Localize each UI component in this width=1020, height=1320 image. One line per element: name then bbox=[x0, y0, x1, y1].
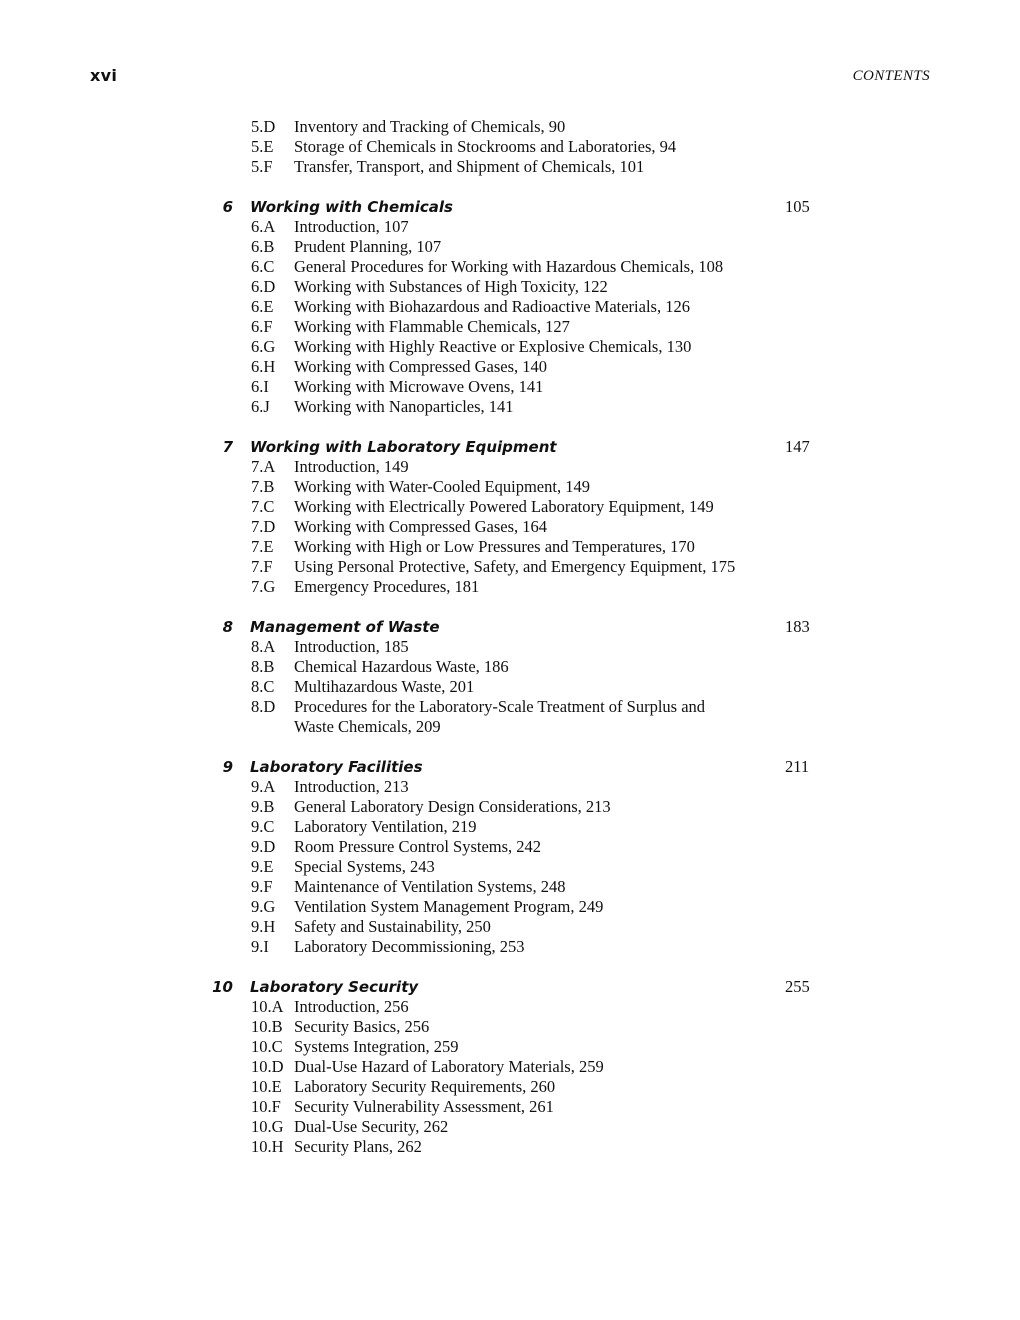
toc-section-entry bbox=[0, 117, 1020, 137]
section-number: 10.D bbox=[251, 1057, 284, 1076]
toc-section-entry bbox=[0, 157, 1020, 177]
section-number: 6.B bbox=[251, 237, 275, 256]
section-number: 10.H bbox=[251, 1137, 284, 1156]
toc-section-entry bbox=[0, 777, 1020, 797]
section-number: 8.D bbox=[251, 697, 276, 716]
chapter-title: Laboratory Security bbox=[250, 978, 419, 996]
toc-section-entry bbox=[0, 877, 1020, 897]
toc-section-entry bbox=[0, 337, 1020, 357]
section-number: 7.B bbox=[251, 477, 275, 496]
section-number: 9.G bbox=[251, 897, 276, 916]
section-number: 9.E bbox=[251, 857, 274, 876]
section-number: 6.C bbox=[251, 257, 275, 276]
toc-section-entry bbox=[0, 517, 1020, 537]
chapter-page-number: 255 bbox=[785, 977, 810, 996]
section-number: 9.B bbox=[251, 797, 275, 816]
section-title: Laboratory Ventilation, 219 bbox=[294, 817, 477, 836]
section-title: Introduction, 149 bbox=[294, 457, 409, 476]
toc-section-entry bbox=[0, 657, 1020, 677]
section-title: Inventory and Tracking of Chemicals, 90 bbox=[294, 117, 566, 136]
section-title: Storage of Chemicals in Stockrooms and Laboratories, 94 bbox=[294, 137, 677, 156]
toc-section-entry bbox=[0, 937, 1020, 957]
toc-section-entry bbox=[0, 577, 1020, 597]
toc-section-entry bbox=[0, 497, 1020, 517]
toc-section-entry bbox=[0, 1137, 1020, 1157]
section-number: 7.D bbox=[251, 517, 276, 536]
section-title: Working with Compressed Gases, 164 bbox=[294, 517, 548, 536]
toc-chapter-entry bbox=[0, 437, 1020, 457]
toc-section-entry bbox=[0, 997, 1020, 1017]
section-number: 6.E bbox=[251, 297, 274, 316]
section-title: Working with Biohazardous and Radioactive Materials, 126 bbox=[294, 297, 690, 316]
section-number: 9.A bbox=[251, 777, 276, 796]
section-number: 7.F bbox=[251, 557, 273, 576]
chapter-title: Laboratory Facilities bbox=[250, 758, 423, 776]
section-title: Dual-Use Hazard of Laboratory Materials, 259 bbox=[294, 1057, 604, 1076]
toc-section-entry bbox=[0, 457, 1020, 477]
toc-section-entry bbox=[0, 1077, 1020, 1097]
section-title: Multihazardous Waste, 201 bbox=[294, 677, 475, 696]
chapter-number: 9 bbox=[222, 758, 233, 776]
section-number: 10.B bbox=[251, 1017, 283, 1036]
toc-section-entry bbox=[0, 357, 1020, 377]
chapter-number: 10 bbox=[212, 978, 233, 996]
section-title: Working with Highly Reactive or Explosive Chemicals, 130 bbox=[294, 337, 692, 356]
section-title: Transfer, Transport, and Shipment of Chemicals, 101 bbox=[294, 157, 645, 176]
section-number: 10.G bbox=[251, 1117, 284, 1136]
toc-chapter-entry bbox=[0, 197, 1020, 217]
section-number: 6.F bbox=[251, 317, 273, 336]
section-number: 6.A bbox=[251, 217, 276, 236]
section-title: Working with Nanoparticles, 141 bbox=[294, 397, 514, 416]
toc-section-entry bbox=[0, 917, 1020, 937]
section-title: Emergency Procedures, 181 bbox=[294, 577, 480, 596]
section-number: 6.D bbox=[251, 277, 276, 296]
toc-section-entry bbox=[0, 1057, 1020, 1077]
toc-section-entry bbox=[0, 557, 1020, 577]
toc-section-entry bbox=[0, 257, 1020, 277]
section-number: 7.E bbox=[251, 537, 274, 556]
section-title: Prudent Planning, 107 bbox=[294, 237, 442, 256]
toc-section-entry bbox=[0, 1017, 1020, 1037]
section-title: Safety and Sustainability, 250 bbox=[294, 917, 491, 936]
section-number: 8.B bbox=[251, 657, 275, 676]
section-number: 5.D bbox=[251, 117, 276, 136]
chapter-page-number: 211 bbox=[785, 757, 810, 776]
section-title: Working with Compressed Gases, 140 bbox=[294, 357, 548, 376]
chapter-number: 6 bbox=[222, 198, 233, 216]
toc-section-entry bbox=[0, 797, 1020, 817]
section-number: 5.E bbox=[251, 137, 274, 156]
section-number: 10.A bbox=[251, 997, 284, 1016]
toc-section-continuation bbox=[0, 717, 1020, 737]
section-number: 9.I bbox=[251, 937, 269, 956]
section-number: 7.G bbox=[251, 577, 276, 596]
page-header bbox=[0, 66, 1020, 90]
chapter-title: Working with Chemicals bbox=[250, 198, 453, 216]
section-number: 9.C bbox=[251, 817, 275, 836]
toc-section-entry bbox=[0, 217, 1020, 237]
toc-section-entry bbox=[0, 677, 1020, 697]
section-number: 10.F bbox=[251, 1097, 281, 1116]
section-title: General Procedures for Working with Hazardous Chemicals, 108 bbox=[294, 257, 724, 276]
table-of-contents bbox=[0, 117, 1020, 1157]
chapter-title: Management of Waste bbox=[250, 618, 440, 636]
section-number: 9.D bbox=[251, 837, 276, 856]
toc-section-entry bbox=[0, 857, 1020, 877]
toc-section-entry bbox=[0, 277, 1020, 297]
section-title: Working with High or Low Pressures and Temperatures, 170 bbox=[294, 537, 695, 556]
toc-chapter-entry bbox=[0, 617, 1020, 637]
section-number: 6.H bbox=[251, 357, 276, 376]
section-number: 10.E bbox=[251, 1077, 282, 1096]
toc-section-entry bbox=[0, 377, 1020, 397]
section-title: Introduction, 213 bbox=[294, 777, 409, 796]
section-title: Working with Water-Cooled Equipment, 149 bbox=[294, 477, 590, 496]
section-number: 9.H bbox=[251, 917, 276, 936]
section-number: 6.I bbox=[251, 377, 269, 396]
toc-section-entry bbox=[0, 1097, 1020, 1117]
section-title: Special Systems, 243 bbox=[294, 857, 435, 876]
section-title: Chemical Hazardous Waste, 186 bbox=[294, 657, 509, 676]
section-number: 7.A bbox=[251, 457, 276, 476]
toc-chapter-entry bbox=[0, 977, 1020, 997]
section-title: Using Personal Protective, Safety, and Emergency Equipment, 175 bbox=[294, 557, 736, 576]
section-title: Maintenance of Ventilation Systems, 248 bbox=[294, 877, 566, 896]
section-title: Security Plans, 262 bbox=[294, 1137, 422, 1156]
toc-section-entry bbox=[0, 897, 1020, 917]
section-number: 6.J bbox=[251, 397, 270, 416]
toc-section-entry bbox=[0, 397, 1020, 417]
toc-section-entry bbox=[0, 1037, 1020, 1057]
page-number: xvi bbox=[90, 66, 118, 85]
section-title: Working with Flammable Chemicals, 127 bbox=[294, 317, 570, 336]
section-number: 8.C bbox=[251, 677, 275, 696]
chapter-page-number: 105 bbox=[785, 197, 810, 216]
toc-section-entry bbox=[0, 637, 1020, 657]
chapter-number: 7 bbox=[222, 438, 233, 456]
section-title: Procedures for the Laboratory-Scale Treatment of Surplus and bbox=[294, 697, 706, 716]
section-number: 8.A bbox=[251, 637, 276, 656]
section-title: Laboratory Decommissioning, 253 bbox=[294, 937, 525, 956]
section-title: Room Pressure Control Systems, 242 bbox=[294, 837, 542, 856]
section-number: 10.C bbox=[251, 1037, 283, 1056]
section-title: Working with Substances of High Toxicity, 122 bbox=[294, 277, 608, 296]
section-title: Introduction, 256 bbox=[294, 997, 409, 1016]
section-title: Ventilation System Management Program, 249 bbox=[294, 897, 604, 916]
toc-section-entry bbox=[0, 317, 1020, 337]
section-title: Security Basics, 256 bbox=[294, 1017, 430, 1036]
section-number: 7.C bbox=[251, 497, 275, 516]
toc-chapter-entry bbox=[0, 757, 1020, 777]
toc-section-entry bbox=[0, 537, 1020, 557]
toc-section-entry bbox=[0, 817, 1020, 837]
toc-section-entry bbox=[0, 837, 1020, 857]
chapter-title: Working with Laboratory Equipment bbox=[250, 438, 557, 456]
toc-section-entry bbox=[0, 137, 1020, 157]
section-title: Working with Electrically Powered Laboratory Equipment, 149 bbox=[294, 497, 714, 516]
toc-section-entry bbox=[0, 697, 1020, 717]
section-number: 6.G bbox=[251, 337, 276, 356]
section-title: Working with Microwave Ovens, 141 bbox=[294, 377, 544, 396]
chapter-page-number: 183 bbox=[785, 617, 810, 636]
running-head: CONTENTS bbox=[852, 68, 930, 84]
section-number: 9.F bbox=[251, 877, 273, 896]
chapter-number: 8 bbox=[222, 618, 233, 636]
toc-section-entry bbox=[0, 297, 1020, 317]
section-title: Dual-Use Security, 262 bbox=[294, 1117, 449, 1136]
section-number: 5.F bbox=[251, 157, 273, 176]
section-title: Introduction, 107 bbox=[294, 217, 409, 236]
toc-section-entry bbox=[0, 477, 1020, 497]
section-title: Security Vulnerability Assessment, 261 bbox=[294, 1097, 554, 1116]
section-title: General Laboratory Design Considerations, 213 bbox=[294, 797, 611, 816]
section-title: Laboratory Security Requirements, 260 bbox=[294, 1077, 556, 1096]
toc-section-entry bbox=[0, 1117, 1020, 1137]
section-title: Introduction, 185 bbox=[294, 637, 409, 656]
section-title-continuation: Waste Chemicals, 209 bbox=[294, 717, 441, 736]
toc-section-entry bbox=[0, 237, 1020, 257]
chapter-page-number: 147 bbox=[785, 437, 810, 456]
section-title: Systems Integration, 259 bbox=[294, 1037, 459, 1056]
